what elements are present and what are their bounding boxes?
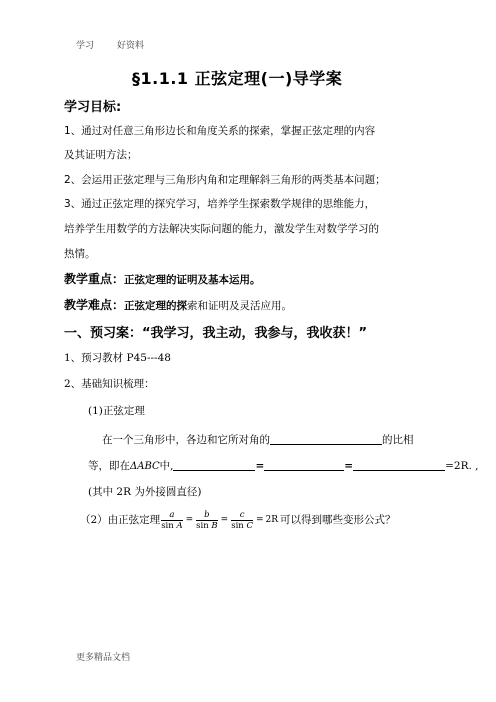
fraction-a: $\frac{a}{\text{sin A}}$ — [161, 509, 183, 531]
sine-law-text-end: =2R. , — [445, 460, 479, 472]
objective-line: 1、通过对任意三角形边长和角度关系的探索，掌握正弦定理的内容 — [64, 125, 376, 137]
preview-item-1: 1、预习教材 P45---48 — [64, 352, 171, 364]
sine-law-text-b: 的比相 — [382, 434, 414, 446]
diameter-note: (其中 2R 为外接圆直径) — [88, 486, 202, 498]
difficulty-label: 教学难点： — [64, 298, 125, 312]
sine-law-text-a: 在一个三角形中，各边和它所对角的 — [102, 434, 270, 446]
sub-section-1-label: (1)正弦定理 — [88, 405, 145, 417]
difficulty — [64, 296, 292, 313]
fraction-b: $\frac{b}{\text{sin B}}$ — [196, 509, 218, 531]
preview-item-2: 2、基础知识梳理： — [64, 378, 155, 390]
header-left: 学习 — [76, 41, 95, 51]
key-point-text: 正弦定理的证明及基本运用。 — [124, 274, 261, 286]
key-point-label: 教学重点： — [64, 272, 125, 286]
objective-line: 培养学生用数学的方法解决实际问题的能力，激发学生对数学学习的 — [64, 223, 379, 235]
sub-2-text-b: 可以得到哪些变形公式？ — [280, 514, 396, 526]
answer-blank[interactable] — [270, 432, 382, 445]
difficulty-text-bold: 正弦定理的探 — [124, 300, 188, 312]
objectives-heading: 学习目标: — [64, 100, 122, 115]
objective-line: 热情。 — [64, 248, 96, 260]
objective-line: 2、会运用正弦定理与三角形内角和定理解斜三角形的两类基本问题； — [64, 174, 386, 186]
difficulty-text: 索和证明及灵活应用。 — [187, 300, 293, 312]
preview-heading: 一、预习案：“我学习，我主动，我参与，我收获！” — [64, 326, 368, 341]
sine-law-line-2: 等，即在ΔABC中, = = =2R. , — [88, 460, 479, 472]
sub-section-2: （2）由正弦定理 $\frac{a}{\text{sin A}}$ = $\frac{b}{\text{sin B}}$ = $\frac{c}{\text{sin C}}$ = 2R 可以得到哪些变形公式？ — [80, 509, 396, 531]
fraction-c: $\frac{c}{\text{sin C}}$ — [231, 509, 253, 531]
objective-line: 及其证明方法； — [64, 149, 138, 161]
objective-line: 3、通过正弦定理的探究学习，培养学生探索数学规律的思维能力， — [64, 198, 376, 210]
page-title: §1.1.1 正弦定理(一)导学案 — [132, 69, 343, 88]
sine-law-text-c: 等，即在 — [88, 460, 130, 472]
footer-text: 更多精品文档 — [76, 653, 131, 663]
answer-blank[interactable] — [353, 458, 445, 471]
key-point — [64, 270, 261, 287]
answer-blank[interactable] — [264, 458, 344, 471]
formula-rhs: 2R — [265, 515, 279, 525]
sine-law-text-d: 中, — [159, 460, 174, 472]
header-right: 好资料 — [117, 41, 145, 51]
answer-blank[interactable] — [173, 458, 255, 471]
sub-2-text-a: （2）由正弦定理 — [80, 514, 161, 526]
sine-law-line-1 — [102, 432, 414, 447]
triangle-label: ΔABC — [130, 461, 160, 472]
